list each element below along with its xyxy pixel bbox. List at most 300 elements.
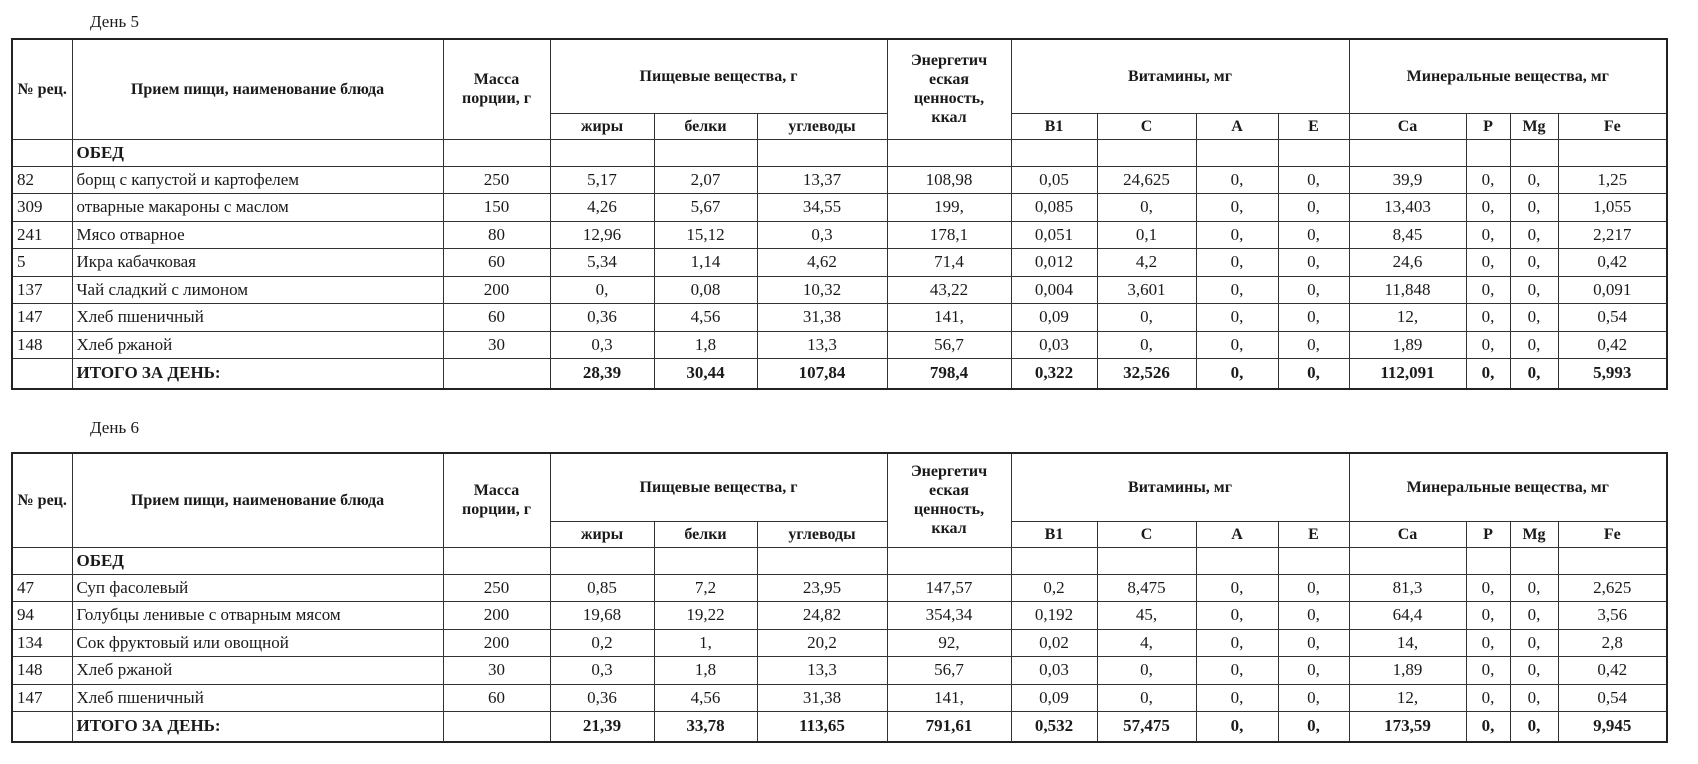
subheader-b1: B1: [1011, 521, 1097, 547]
subheader-fe: Fe: [1558, 521, 1667, 547]
table-row: [12, 194, 1667, 222]
portion-mass-cell: 200: [443, 602, 550, 630]
day-6-menu-table: [11, 452, 1668, 743]
magnesium-cell: 0,: [1510, 304, 1558, 332]
total-label: ИТОГО ЗА ДЕНЬ:: [72, 359, 443, 389]
vitamin-c-cell: 4,2: [1097, 249, 1196, 277]
phosphorus-cell: 0,: [1466, 304, 1510, 332]
vitamin-a-cell: 0,: [1196, 304, 1278, 332]
calcium-cell: 64,4: [1349, 602, 1466, 630]
protein-cell: 2,07: [654, 166, 757, 194]
dish-name-cell: Суп фасолевый: [72, 574, 443, 602]
vitamin-c-cell: 45,: [1097, 602, 1196, 630]
total-label: ИТОГО ЗА ДЕНЬ:: [72, 712, 443, 742]
table-row: [12, 657, 1667, 685]
calcium-cell: 39,9: [1349, 166, 1466, 194]
calcium-cell: 1,89: [1349, 657, 1466, 685]
protein-cell: 4,56: [654, 684, 757, 712]
iron-total: 5,993: [1558, 359, 1667, 389]
fat-cell: 0,3: [550, 331, 654, 359]
iron-cell: 2,625: [1558, 574, 1667, 602]
phosphorus-cell: 0,: [1466, 574, 1510, 602]
portion-mass-cell: 30: [443, 331, 550, 359]
phosphorus-cell: 0,: [1466, 249, 1510, 277]
fat-cell: 0,36: [550, 304, 654, 332]
subheader-ca: Ca: [1349, 521, 1466, 547]
day-6-label: День 6: [90, 418, 139, 437]
portion-mass-cell: 60: [443, 684, 550, 712]
header-energy-line: ккал: [931, 520, 967, 538]
header-energy-line: Энергетич: [910, 52, 988, 70]
phosphorus-total: 0,: [1466, 359, 1510, 389]
subheader-b1: B1: [1011, 113, 1097, 139]
magnesium-cell: 0,: [1510, 331, 1558, 359]
magnesium-cell: 0,: [1510, 574, 1558, 602]
vitamin-e-cell: 0,: [1278, 304, 1349, 332]
recipe-number-cell: 148: [12, 331, 72, 359]
energy-cell: 199,: [887, 194, 1011, 222]
section-label: ОБЕД: [72, 547, 443, 574]
total-row: [12, 712, 1667, 742]
iron-cell: 3,56: [1558, 602, 1667, 630]
fat-total: 28,39: [550, 359, 654, 389]
empty-cell: [1097, 139, 1196, 166]
recipe-number-cell: 137: [12, 276, 72, 304]
header-energy: [887, 453, 1011, 547]
header-minerals: Минеральные вещества, мг: [1349, 453, 1667, 521]
empty-cell: [757, 547, 887, 574]
recipe-number-cell: 47: [12, 574, 72, 602]
iron-cell: 0,42: [1558, 657, 1667, 685]
header-energy-line: еская: [928, 482, 970, 500]
empty-cell: [1349, 547, 1466, 574]
table-row: [12, 684, 1667, 712]
fat-cell: 0,: [550, 276, 654, 304]
vitamin-c-cell: 8,475: [1097, 574, 1196, 602]
protein-cell: 4,56: [654, 304, 757, 332]
vitamin-a-cell: 0,: [1196, 249, 1278, 277]
header-nutrients: Пищевые вещества, г: [550, 453, 887, 521]
header-portion-mass: Масса порции, г: [443, 453, 550, 547]
fat-cell: 0,36: [550, 684, 654, 712]
vitamin-c-cell: 0,: [1097, 684, 1196, 712]
magnesium-cell: 0,: [1510, 276, 1558, 304]
day-5-label: День 5: [90, 12, 139, 31]
dish-name-cell: Икра кабачковая: [72, 249, 443, 277]
carbs-cell: 31,38: [757, 304, 887, 332]
vitamin-a-total: 0,: [1196, 712, 1278, 742]
empty-cell: [1278, 547, 1349, 574]
portion-mass-cell: 150: [443, 194, 550, 222]
calcium-cell: 12,: [1349, 304, 1466, 332]
phosphorus-cell: 0,: [1466, 331, 1510, 359]
header-energy: [887, 39, 1011, 139]
energy-cell: 108,98: [887, 166, 1011, 194]
vitamin-b1-cell: 0,05: [1011, 166, 1097, 194]
empty-cell: [1011, 139, 1097, 166]
portion-mass-cell: 30: [443, 657, 550, 685]
magnesium-cell: 0,: [1510, 602, 1558, 630]
calcium-cell: 1,89: [1349, 331, 1466, 359]
empty-cell: [654, 547, 757, 574]
energy-cell: 141,: [887, 304, 1011, 332]
vitamin-a-cell: 0,: [1196, 331, 1278, 359]
iron-total: 9,945: [1558, 712, 1667, 742]
magnesium-total: 0,: [1510, 359, 1558, 389]
energy-cell: 56,7: [887, 657, 1011, 685]
subheader-mg: Mg: [1510, 113, 1558, 139]
carbs-total: 113,65: [757, 712, 887, 742]
vitamin-c-cell: 0,: [1097, 657, 1196, 685]
dish-name-cell: Сок фруктовый или овощной: [72, 629, 443, 657]
vitamin-e-total: 0,: [1278, 712, 1349, 742]
portion-mass-total: [443, 712, 550, 742]
carbs-cell: 24,82: [757, 602, 887, 630]
recipe-number-cell: 94: [12, 602, 72, 630]
header-row: [12, 453, 1667, 521]
recipe-number-cell: 148: [12, 657, 72, 685]
subheader-ca: Ca: [1349, 113, 1466, 139]
phosphorus-cell: 0,: [1466, 276, 1510, 304]
recipe-number-cell: 147: [12, 304, 72, 332]
phosphorus-cell: 0,: [1466, 602, 1510, 630]
carbs-cell: 0,3: [757, 221, 887, 249]
day-5-menu-table: [11, 38, 1668, 390]
portion-mass-total: [443, 359, 550, 389]
calcium-cell: 24,6: [1349, 249, 1466, 277]
dish-name-cell: Хлеб ржаной: [72, 331, 443, 359]
iron-cell: 1,25: [1558, 166, 1667, 194]
vitamin-e-cell: 0,: [1278, 684, 1349, 712]
fat-cell: 19,68: [550, 602, 654, 630]
empty-cell: [654, 139, 757, 166]
calcium-cell: 14,: [1349, 629, 1466, 657]
subheader-c: C: [1097, 113, 1196, 139]
vitamin-a-cell: 0,: [1196, 194, 1278, 222]
carbs-cell: 34,55: [757, 194, 887, 222]
vitamin-b1-cell: 0,09: [1011, 684, 1097, 712]
table-row: [12, 331, 1667, 359]
dish-name-cell: Чай сладкий с лимоном: [72, 276, 443, 304]
vitamin-b1-cell: 0,2: [1011, 574, 1097, 602]
fat-cell: 5,34: [550, 249, 654, 277]
energy-cell: 92,: [887, 629, 1011, 657]
vitamin-e-cell: 0,: [1278, 602, 1349, 630]
subheader-e: E: [1278, 113, 1349, 139]
carbs-cell: 13,3: [757, 657, 887, 685]
recipe-number-cell: 5: [12, 249, 72, 277]
vitamin-b1-total: 0,322: [1011, 359, 1097, 389]
table-row: [12, 602, 1667, 630]
vitamin-b1-total: 0,532: [1011, 712, 1097, 742]
empty-cell: [1196, 547, 1278, 574]
vitamin-a-cell: 0,: [1196, 629, 1278, 657]
vitamin-e-cell: 0,: [1278, 574, 1349, 602]
recipe-number-cell: 134: [12, 629, 72, 657]
energy-cell: 141,: [887, 684, 1011, 712]
header-vitamins: Витамины, мг: [1011, 39, 1349, 113]
protein-cell: 19,22: [654, 602, 757, 630]
subheader-a: A: [1196, 521, 1278, 547]
vitamin-b1-cell: 0,012: [1011, 249, 1097, 277]
vitamin-e-cell: 0,: [1278, 629, 1349, 657]
header-row: [12, 39, 1667, 113]
calcium-total: 112,091: [1349, 359, 1466, 389]
calcium-cell: 8,45: [1349, 221, 1466, 249]
empty-cell: [550, 547, 654, 574]
subheader-белки: белки: [654, 113, 757, 139]
header-dish-name: Прием пищи, наименование блюда: [72, 39, 443, 139]
dish-name-cell: Хлеб пшеничный: [72, 304, 443, 332]
vitamin-a-cell: 0,: [1196, 574, 1278, 602]
vitamin-c-cell: 4,: [1097, 629, 1196, 657]
subheader-c: C: [1097, 521, 1196, 547]
header-vitamins: Витамины, мг: [1011, 453, 1349, 521]
magnesium-total: 0,: [1510, 712, 1558, 742]
phosphorus-cell: 0,: [1466, 684, 1510, 712]
empty-cell: [1278, 139, 1349, 166]
fat-cell: 0,85: [550, 574, 654, 602]
phosphorus-total: 0,: [1466, 712, 1510, 742]
portion-mass-cell: 60: [443, 304, 550, 332]
iron-cell: 0,42: [1558, 331, 1667, 359]
energy-cell: 43,22: [887, 276, 1011, 304]
energy-total: 791,61: [887, 712, 1011, 742]
empty-cell: [1011, 547, 1097, 574]
phosphorus-cell: 0,: [1466, 221, 1510, 249]
empty-cell: [757, 139, 887, 166]
protein-cell: 0,08: [654, 276, 757, 304]
portion-mass-cell: 250: [443, 166, 550, 194]
vitamin-c-cell: 0,: [1097, 331, 1196, 359]
empty-cell: [1558, 139, 1667, 166]
iron-cell: 0,42: [1558, 249, 1667, 277]
energy-cell: 147,57: [887, 574, 1011, 602]
empty-cell: [550, 139, 654, 166]
dish-name-cell: Хлеб ржаной: [72, 657, 443, 685]
section-row: [12, 139, 1667, 166]
calcium-cell: 13,403: [1349, 194, 1466, 222]
energy-cell: 56,7: [887, 331, 1011, 359]
header-dish-name: Прием пищи, наименование блюда: [72, 453, 443, 547]
subheader-p: P: [1466, 113, 1510, 139]
vitamin-b1-cell: 0,004: [1011, 276, 1097, 304]
table-row: [12, 574, 1667, 602]
empty-cell: [1510, 547, 1558, 574]
empty-cell: [1196, 139, 1278, 166]
calcium-cell: 81,3: [1349, 574, 1466, 602]
section-label: ОБЕД: [72, 139, 443, 166]
header-portion-mass: Масса порции, г: [443, 39, 550, 139]
recipe-number-cell: 147: [12, 684, 72, 712]
vitamin-c-total: 57,475: [1097, 712, 1196, 742]
empty-cell: [443, 547, 550, 574]
portion-mass-cell: 80: [443, 221, 550, 249]
calcium-cell: 11,848: [1349, 276, 1466, 304]
table-row: [12, 249, 1667, 277]
magnesium-cell: 0,: [1510, 194, 1558, 222]
header-energy-line: еская: [928, 71, 970, 89]
portion-mass-cell: 200: [443, 629, 550, 657]
vitamin-a-cell: 0,: [1196, 166, 1278, 194]
vitamin-c-total: 32,526: [1097, 359, 1196, 389]
subheader-mg: Mg: [1510, 521, 1558, 547]
vitamin-b1-cell: 0,085: [1011, 194, 1097, 222]
energy-total: 798,4: [887, 359, 1011, 389]
vitamin-a-total: 0,: [1196, 359, 1278, 389]
fat-total: 21,39: [550, 712, 654, 742]
header-energy-line: Энергетич: [910, 463, 988, 481]
subheader-белки: белки: [654, 521, 757, 547]
section-row: [12, 547, 1667, 574]
protein-cell: 1,8: [654, 657, 757, 685]
vitamin-e-total: 0,: [1278, 359, 1349, 389]
vitamin-a-cell: 0,: [1196, 221, 1278, 249]
carbs-cell: 31,38: [757, 684, 887, 712]
subheader-fe: Fe: [1558, 113, 1667, 139]
energy-cell: 71,4: [887, 249, 1011, 277]
carbs-cell: 23,95: [757, 574, 887, 602]
vitamin-c-cell: 24,625: [1097, 166, 1196, 194]
phosphorus-cell: 0,: [1466, 194, 1510, 222]
vitamin-c-cell: 0,1: [1097, 221, 1196, 249]
phosphorus-cell: 0,: [1466, 629, 1510, 657]
iron-cell: 1,055: [1558, 194, 1667, 222]
vitamin-c-cell: 0,: [1097, 304, 1196, 332]
protein-cell: 1,: [654, 629, 757, 657]
header-energy-line: ккал: [931, 109, 967, 127]
vitamin-e-cell: 0,: [1278, 194, 1349, 222]
phosphorus-cell: 0,: [1466, 166, 1510, 194]
iron-cell: 0,54: [1558, 304, 1667, 332]
fat-cell: 0,3: [550, 657, 654, 685]
fat-cell: 4,26: [550, 194, 654, 222]
vitamin-e-cell: 0,: [1278, 166, 1349, 194]
empty-cell: [1349, 139, 1466, 166]
calcium-total: 173,59: [1349, 712, 1466, 742]
recipe-number-cell: 309: [12, 194, 72, 222]
subheader-жиры: жиры: [550, 113, 654, 139]
vitamin-a-cell: 0,: [1196, 602, 1278, 630]
carbs-cell: 20,2: [757, 629, 887, 657]
magnesium-cell: 0,: [1510, 657, 1558, 685]
recipe-number-total: [12, 359, 72, 389]
empty-cell: [1466, 547, 1510, 574]
vitamin-b1-cell: 0,02: [1011, 629, 1097, 657]
fat-cell: 5,17: [550, 166, 654, 194]
subheader-p: P: [1466, 521, 1510, 547]
portion-mass-cell: 200: [443, 276, 550, 304]
energy-cell: 354,34: [887, 602, 1011, 630]
header-energy-line: ценность,: [913, 90, 985, 108]
empty-cell: [1510, 139, 1558, 166]
header-recipe-number: № рец.: [12, 453, 72, 547]
table-row: [12, 221, 1667, 249]
fat-cell: 12,96: [550, 221, 654, 249]
carbs-cell: 10,32: [757, 276, 887, 304]
protein-cell: 5,67: [654, 194, 757, 222]
dish-name-cell: Мясо отварное: [72, 221, 443, 249]
header-minerals: Минеральные вещества, мг: [1349, 39, 1667, 113]
header-energy-line: ценность,: [913, 501, 985, 519]
dish-name-cell: борщ с капустой и картофелем: [72, 166, 443, 194]
dish-name-cell: отварные макароны с маслом: [72, 194, 443, 222]
subheader-углеводы: углеводы: [757, 113, 887, 139]
phosphorus-cell: 0,: [1466, 657, 1510, 685]
vitamin-e-cell: 0,: [1278, 249, 1349, 277]
carbs-cell: 13,37: [757, 166, 887, 194]
magnesium-cell: 0,: [1510, 249, 1558, 277]
fat-cell: 0,2: [550, 629, 654, 657]
recipe-number-cell: 82: [12, 166, 72, 194]
empty-cell: [1097, 547, 1196, 574]
vitamin-a-cell: 0,: [1196, 276, 1278, 304]
subheader-e: E: [1278, 521, 1349, 547]
empty-cell: [1558, 547, 1667, 574]
protein-total: 30,44: [654, 359, 757, 389]
table-row: [12, 166, 1667, 194]
table-row: [12, 629, 1667, 657]
empty-cell: [887, 547, 1011, 574]
subheader-углеводы: углеводы: [757, 521, 887, 547]
carbs-cell: 13,3: [757, 331, 887, 359]
total-row: [12, 359, 1667, 389]
header-recipe-number: № рец.: [12, 39, 72, 139]
portion-mass-cell: 250: [443, 574, 550, 602]
vitamin-b1-cell: 0,192: [1011, 602, 1097, 630]
dish-name-cell: Голубцы ленивые с отварным мясом: [72, 602, 443, 630]
subheader-жиры: жиры: [550, 521, 654, 547]
energy-cell: 178,1: [887, 221, 1011, 249]
empty-cell: [12, 139, 72, 166]
calcium-cell: 12,: [1349, 684, 1466, 712]
magnesium-cell: 0,: [1510, 221, 1558, 249]
vitamin-e-cell: 0,: [1278, 657, 1349, 685]
vitamin-c-cell: 0,: [1097, 194, 1196, 222]
vitamin-b1-cell: 0,03: [1011, 331, 1097, 359]
table-row: [12, 304, 1667, 332]
protein-cell: 15,12: [654, 221, 757, 249]
vitamin-b1-cell: 0,051: [1011, 221, 1097, 249]
portion-mass-cell: 60: [443, 249, 550, 277]
iron-cell: 0,54: [1558, 684, 1667, 712]
empty-cell: [12, 547, 72, 574]
vitamin-b1-cell: 0,03: [1011, 657, 1097, 685]
carbs-total: 107,84: [757, 359, 887, 389]
vitamin-b1-cell: 0,09: [1011, 304, 1097, 332]
magnesium-cell: 0,: [1510, 629, 1558, 657]
protein-total: 33,78: [654, 712, 757, 742]
magnesium-cell: 0,: [1510, 166, 1558, 194]
magnesium-cell: 0,: [1510, 684, 1558, 712]
protein-cell: 1,14: [654, 249, 757, 277]
iron-cell: 2,8: [1558, 629, 1667, 657]
empty-cell: [1466, 139, 1510, 166]
protein-cell: 7,2: [654, 574, 757, 602]
dish-name-cell: Хлеб пшеничный: [72, 684, 443, 712]
recipe-number-cell: 241: [12, 221, 72, 249]
iron-cell: 2,217: [1558, 221, 1667, 249]
subheader-a: A: [1196, 113, 1278, 139]
empty-cell: [887, 139, 1011, 166]
iron-cell: 0,091: [1558, 276, 1667, 304]
vitamin-a-cell: 0,: [1196, 657, 1278, 685]
vitamin-e-cell: 0,: [1278, 221, 1349, 249]
empty-cell: [443, 139, 550, 166]
header-nutrients: Пищевые вещества, г: [550, 39, 887, 113]
protein-cell: 1,8: [654, 331, 757, 359]
vitamin-e-cell: 0,: [1278, 331, 1349, 359]
